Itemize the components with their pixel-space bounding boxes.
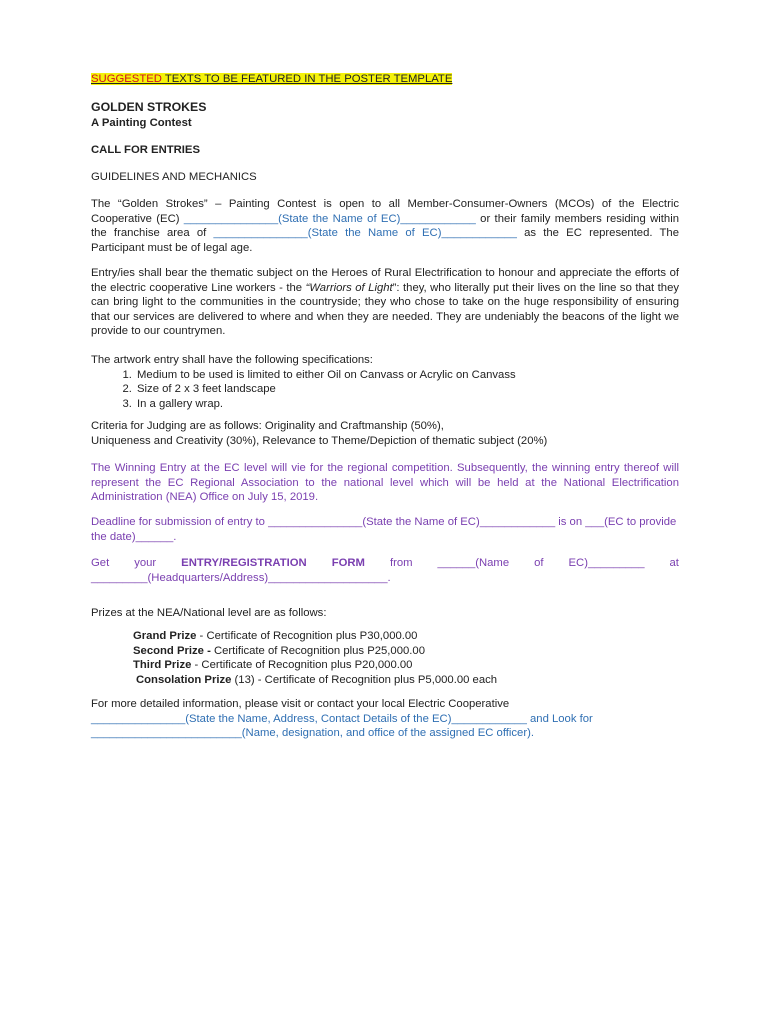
prize-name: Grand Prize [133, 630, 197, 642]
ec-name-blank: _______________(State the Name of EC)____________ [183, 212, 476, 225]
spec-item: 2. Size of 2 x 3 feet landscape [135, 382, 679, 397]
more-info-line-1: For more detailed information, please visit or contact your local Electric Cooperative [91, 698, 510, 710]
theme-paragraph: Entry/ies shall bear the thematic subject on the Heroes of Rural Electrification to honour and appreciate the efforts of the electric cooperative Line workers - the “Warriors of Light”: they, who literally put their lives on the line so that they can bring light to the communities in the countryside; they who chose to take on the huge responsibility of ensuring that our services are delivered to where and when they are needed. They are undeniably the beacons of the light we provide to our countrymen. [91, 267, 679, 338]
prize-name: Second Prize - [133, 644, 211, 657]
header-rest: TEXTS TO BE FEATURED IN THE POSTER TEMPLATE [161, 73, 453, 85]
prize-name: Consolation Prize [136, 673, 232, 686]
poster-subtitle: A Painting Contest [91, 117, 192, 129]
prize-list [91, 629, 721, 687]
specifications-section [91, 353, 679, 411]
prizes-intro: Prizes at the NEA/National level are as follows: [91, 607, 327, 619]
criteria-line-2: Uniqueness and Creativity (30%), Relevance to Theme/Depiction of thematic subject (20%) [91, 434, 548, 447]
call-for-entries: CALL FOR ENTRIES [91, 144, 200, 156]
criteria-line-1: Criteria for Judging are as follows: Originality and Craftmanship (50%), [91, 420, 444, 432]
prize-item: Third Prize - Certificate of Recognition plus P20,000.00 [133, 659, 413, 672]
form-label: FORM [331, 557, 365, 569]
template-header [91, 72, 679, 87]
eligibility-paragraph: The “Golden Strokes” – Painting Contest is open to all Member-Consumer-Owners (MCOs) of the Electric Cooperative (EC) _______________(State the Name of EC)____________ or their family members residing within the franchise area of _______________(State the Name of EC)____________ as the EC represented. The Participant must be of legal age. [91, 198, 679, 254]
criteria-section [91, 419, 679, 448]
entry-registration-label: ENTRY/REGISTRATION [181, 557, 307, 569]
ec-name-blank-2: _______________(State the Name of EC)____________ [213, 227, 517, 240]
spec-item: 1. Medium to be used is limited to either Oil on Canvass or Acrylic on Canvass [135, 368, 679, 383]
headquarters-address-blank: _________(Headquarters/Address)___________________. [91, 571, 391, 584]
registration-form-paragraph: Get your ENTRY/REGISTRATION FORM from ______(Name of EC)_________ at _________(Headquarters/Address)___________________. [91, 557, 679, 584]
winning-entry-paragraph: The Winning Entry at the EC level will vie for the regional competition. Subsequently, the winning entry thereof will represent the EC Regional Association to the national level which will be held at the National Electrification Administration (NEA) Office on July 15, 2019. [91, 462, 679, 504]
specifications-intro: The artwork entry shall have the following specifications: [91, 354, 373, 366]
suggested-label: SUGGESTED [91, 73, 162, 85]
specifications-list [91, 368, 679, 412]
more-info-line-2: _______________(State the Name, Address, Contact Details of the EC)____________ and Look for [91, 712, 593, 725]
warriors-of-light: “Warriors of Light [305, 281, 393, 294]
prize-item: Second Prize - Certificate of Recognition plus P25,000.00 [133, 644, 425, 657]
prize-item: Consolation Prize (13) - Certificate of Recognition plus P5,000.00 each [136, 673, 498, 686]
guidelines-heading: GUIDELINES AND MECHANICS [91, 171, 257, 183]
prize-name: Third Prize [133, 659, 192, 672]
deadline-paragraph: Deadline for submission of entry to _______________(State the Name of EC)____________ is on ___(EC to provide the date)______. [91, 516, 677, 543]
spec-item: 3. In a gallery wrap. [135, 397, 679, 412]
prize-item: Grand Prize - Certificate of Recognition plus P30,000.00 [133, 630, 418, 642]
more-info-section [91, 697, 679, 741]
poster-title: GOLDEN STROKES [91, 100, 207, 114]
more-info-line-3: ________________________(Name, designation, and office of the assigned EC officer). [91, 727, 535, 740]
